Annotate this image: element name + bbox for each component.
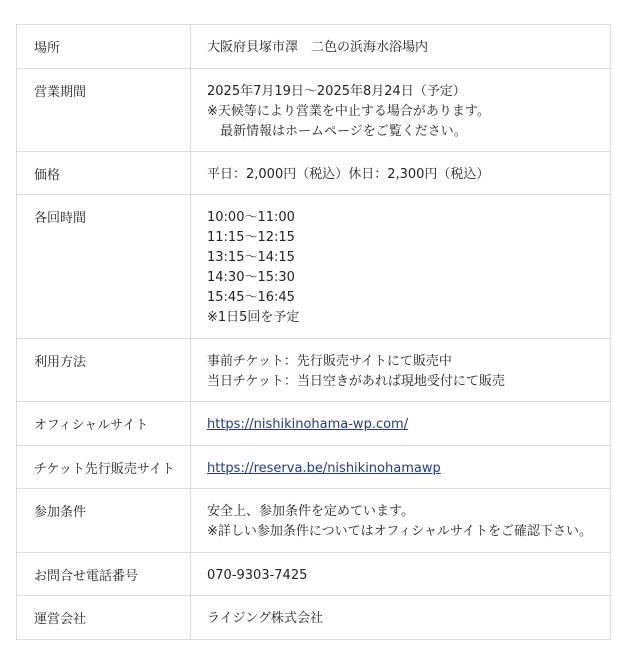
- table-row-ticket-site: [17, 446, 610, 489]
- schedule-slot: 13:15〜14:15: [207, 250, 295, 265]
- phone-number: 070-9303-7425: [207, 568, 308, 583]
- schedule-slot: 10:00〜11:00: [207, 210, 295, 225]
- schedule-slot: 11:15〜12:15: [207, 230, 295, 245]
- table-row-usage: [17, 339, 610, 402]
- table-row-price: [17, 152, 610, 195]
- row-label-period: 営業期間: [17, 69, 191, 151]
- price-text: 平日：2,000円（税込）休日：2,300円（税込）: [207, 167, 490, 182]
- row-value-usage: [191, 339, 610, 401]
- table-row-schedule: [17, 195, 610, 339]
- conditions-line: 安全上、参加条件を定めています。: [207, 504, 414, 519]
- table-row-location: [17, 25, 610, 69]
- schedule-note: ※1日5回を予定: [207, 310, 300, 325]
- row-label-schedule: 各回時間: [17, 195, 191, 338]
- row-value-price: [191, 152, 610, 194]
- row-label-ticket-site: チケット先行販売サイト: [17, 446, 191, 488]
- schedule-slot: 15:45〜16:45: [207, 290, 295, 305]
- schedule-slot: 14:30〜15:30: [207, 270, 295, 285]
- row-label-conditions: 参加条件: [17, 489, 191, 552]
- row-label-operator: 運営会社: [17, 596, 191, 639]
- period-note-line: ※天候等により営業を中止する場合があります。: [207, 104, 490, 119]
- row-value-ticket-site: [191, 446, 610, 488]
- row-value-location: [191, 25, 610, 68]
- period-line: 2025年7月19日〜2025年8月24日（予定）: [207, 84, 466, 99]
- location-text: 大阪府貝塚市澤 二色の浜海水浴場内: [207, 40, 429, 55]
- usage-line: 事前チケット：先行販売サイトにて販売中: [207, 354, 452, 369]
- row-label-usage: 利用方法: [17, 339, 191, 401]
- row-label-price: 価格: [17, 152, 191, 194]
- info-table: [16, 24, 611, 640]
- table-row-period: [17, 69, 610, 152]
- row-value-operator: [191, 596, 610, 639]
- row-value-phone: [191, 553, 610, 595]
- row-label-location: 場所: [17, 25, 191, 68]
- usage-line: 当日チケット：当日空きがあれば現地受付にて販売: [207, 374, 505, 389]
- row-label-official-site: オフィシャルサイト: [17, 402, 191, 445]
- table-row-phone: [17, 553, 610, 596]
- ticket-site-link[interactable]: https://reserva.be/nishikinohamawp: [207, 461, 441, 476]
- row-value-period: [191, 69, 610, 151]
- period-note-line: 最新情報はホームページをご覧ください。: [207, 124, 467, 139]
- table-row-official-site: [17, 402, 610, 446]
- official-site-link[interactable]: https://nishikinohama-wp.com/: [207, 417, 409, 432]
- row-label-phone: お問合せ電話番号: [17, 553, 191, 595]
- row-value-conditions: [191, 489, 610, 552]
- row-value-official-site: [191, 402, 610, 445]
- table-row-conditions: [17, 489, 610, 553]
- table-row-operator: [17, 596, 610, 640]
- row-value-schedule: [191, 195, 610, 338]
- operator-name: ライジング株式会社: [207, 611, 324, 626]
- conditions-line: ※詳しい参加条件についてはオフィシャルサイトをご確認下さい。: [207, 524, 593, 539]
